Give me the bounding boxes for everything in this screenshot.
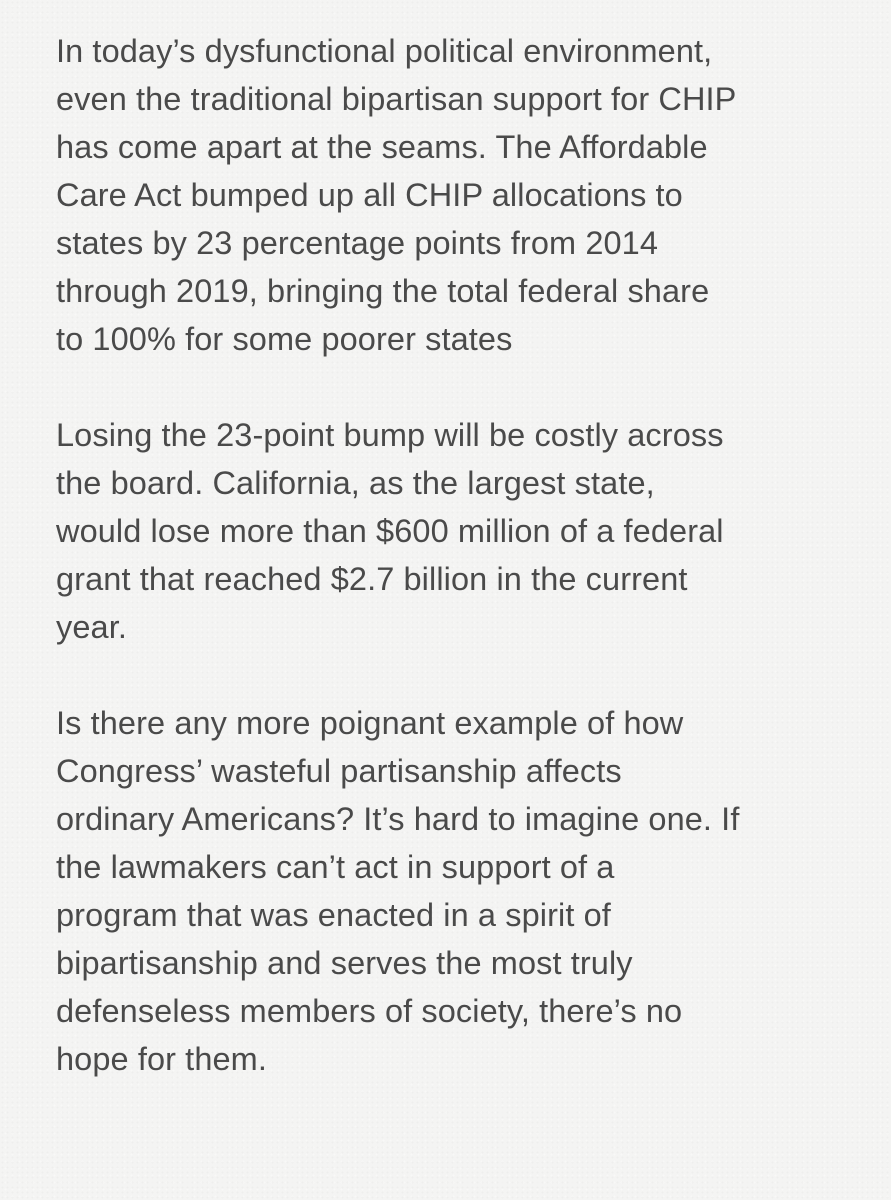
text-line: year. — [56, 609, 127, 645]
text-line: program that was enacted in a spirit of — [56, 897, 611, 933]
document-body — [56, 27, 856, 1131]
text-line: has come apart at the seams. The Affordable — [56, 129, 708, 165]
text-line: ordinary Americans? It’s hard to imagine one. If — [56, 801, 740, 837]
text-line: the board. California, as the largest state, — [56, 465, 655, 501]
text-line: bipartisanship and serves the most truly — [56, 945, 633, 981]
text-line: hope for them. — [56, 1041, 267, 1077]
text-line: In today’s dysfunctional political environment, — [56, 33, 713, 69]
text-line: even the traditional bipartisan support for CHIP — [56, 81, 737, 117]
text-line: grant that reached $2.7 billion in the current — [56, 561, 688, 597]
paragraph-3 — [56, 699, 856, 1083]
paragraph-1 — [56, 27, 856, 363]
text-line: states by 23 percentage points from 2014 — [56, 225, 659, 261]
text-line: through 2019, bringing the total federal share — [56, 273, 710, 309]
text-line: to 100% for some poorer states — [56, 321, 513, 357]
text-line: Congress’ wasteful partisanship affects — [56, 753, 622, 789]
text-line: Care Act bumped up all CHIP allocations to — [56, 177, 683, 213]
text-line: the lawmakers can’t act in support of a — [56, 849, 615, 885]
text-line: would lose more than $600 million of a federal — [56, 513, 724, 549]
paragraph-2 — [56, 411, 856, 651]
text-line: defenseless members of society, there’s no — [56, 993, 683, 1029]
text-line: Is there any more poignant example of how — [56, 705, 684, 741]
text-line: Losing the 23-point bump will be costly across — [56, 417, 724, 453]
